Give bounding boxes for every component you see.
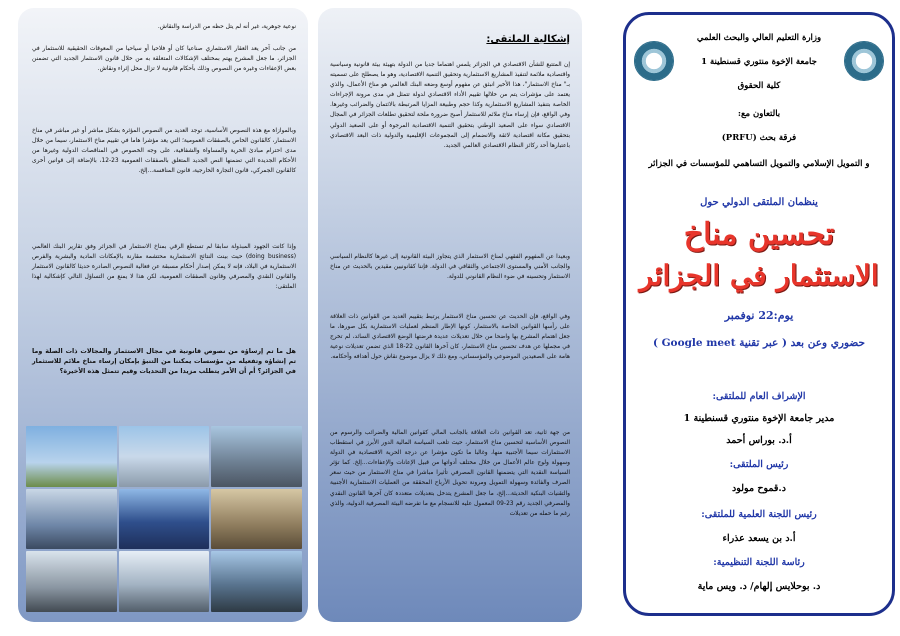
- photo-industry: [26, 551, 117, 612]
- organizing-committee-label: رئاسة اللجنة التنظيمية:: [713, 557, 805, 568]
- cooperation-label: بالتعاون مع:: [737, 109, 781, 119]
- photo-refinery: [211, 489, 302, 550]
- photo-city: [119, 426, 210, 487]
- photo-factory: [211, 426, 302, 487]
- president-label: رئيس الملتقى:: [729, 459, 789, 470]
- organize-label: ينظمان الملتقى الدولي حول: [700, 197, 818, 208]
- photo-road: [211, 551, 302, 612]
- faculty-name: كلية الحقوق: [737, 81, 781, 91]
- university-name: جامعة الإخوة منتوري قسنطينة 1: [701, 57, 817, 67]
- general-supervision-person: أ.د. بوراس أحمد: [726, 435, 792, 446]
- paragraph-intro: إن المتتبع للشأن الاقتصادي في الجزائر يلمس اهتماما جديا من الدولة بتهيئة بيئة قانونية وسياسية واقتصادية ملائمة لتنفيذ المشاريع الاستثمارية وتحقيق التنمية الاقتصادية، وهو ما يصطلح على تسميته بـ" مناخ الاستثمار"، هذا الأخير انبثق عن مفهوم أوسع وضعه البنك العالمي هو مناخ الأعمال، والذي يعتمد على مؤشرات يتم من خلالها تقييم الأداء الاقتصادي لدولة تتمثل في مدى مرونة الإجراءات الخاصة بتنفيذ المشاريع الاستثمارية وكذا حجم وطبيعة المزايا المرتبطة بالائتمان والضرائب وغيرها. وفي الواقع، فإن إرساء مناخ ملائم للاستثمار أصبح ضرورة ملحة لتحقيق تطلعات الجزائر في المجال الاقتصادي سواء على الصعيد الوطني بتحقيق التنمية الاقتصادية المرجوة أو على الصعيد الدولي بتحقيق مكانة اقتصادية لائقة والانضمام إلى المجموعات الإقليمية والدولية ذات البعد الاقتصادي باعتبارها أحد ركائز النظام الاقتصادي العالمي الجديد.: [330, 62, 570, 149]
- general-supervision-label: الإشراف العام للملتقى:: [712, 391, 806, 402]
- topic-line-2: الاستثمار في الجزائر: [639, 259, 879, 292]
- middle-panel: [318, 8, 582, 622]
- paragraph-doing-business: وإذا كانت الجهود المبذولة سابقا لم تستطع الرقي بمناخ الاستثمار في الجزائر وفق تقارير البنك العالمي (doing business) حيث بينت النتائج الاستثمارية محتشمة مقارنة بالإمكانات المادية والبشرية والفرص الاستثمارية في البلاد، فإنه لا يمكن إصدار أحكام مسبقة عن فعالية النصوص الصادرة حديثا كالقانون الاستثمار والقانون النقدي والمصرفي وقانون الصفقات العمومية، لكن هذا لا يمنع من التساؤل التالي كإشكالية لهذا الملتقى:: [32, 244, 296, 291]
- ministry-name: وزارة التعليم العالي والبحث العلمي: [696, 33, 822, 43]
- problem-title: إشكالية الملتقى:: [486, 34, 570, 45]
- paragraph-finance: من جهة ثانية، تعد القوانين ذات العلاقة بالجانب المالي كقوانين المالية والضرائب والرسوم من النصوص الأساسية لتحسين مناخ الاستثمار، حيث تلعب السياسة المالية الدور الأبرز في استقطاب الاستثمارات سيما الأجنبية منها، وغالبا ما تكون مؤشرا عن درجة الحرية الاقتصادية في الدولة وسهولة ولوج عالم الأعمال من خلال مختلف أدواتها من قبيل الإعانات والإعفاءات...إلخ. كما تؤثر السياسة النقدية التي يتضمنها القانون المصرفي تأثيرا مباشرا في مناخ الاستثمار من حيث سعر الصرف والفائدة وسهولة التمويل ومرونة تحويل الأرباح المحققة من العمليات الاستثمارية الأجنبية والتقنيات البنكية الحديثة...إلخ، ما جعل المشرع يتدخل بتعديلات متعددة كان آخرها القانون النقدي والمصرفي الجديد رقم 23-09 المعمول عليه للانسجام مع ما تفرضه البيئة المصرفية الدولية، والذي رغم ما حمله من تعديلات: [330, 430, 570, 517]
- photo-wind-turbines: [26, 426, 117, 487]
- paragraph-procurement: وبالموازاة مع هذه النصوص الأساسية، توجد العديد من النصوص المؤثرة بشكل مباشر أو غير مباشر في مناخ الاستثمار، كالقانون الخاص بالصفقات العمومية؛ التي يعد مؤشرا هاما في تقييم مناخ الاستثمار، سيما من خلال مدى احترام مبادئ الحرية والمساواة والشفافية، على وجه الخصوص في المناقصات الدولية وغيرها من الأحكام الجديدة التي تضمنها النص الجديد المتعلق بالصفقات العمومية 23-12، بالإضافة إلى قوانين أخرى كالقانون الجمركي، قانون التجارة الخارجية، قانون المنافسة...إلخ.: [32, 128, 297, 175]
- cover-panel: [623, 12, 895, 616]
- photo-train: [119, 551, 210, 612]
- photo-bridge: [26, 489, 117, 550]
- paragraph-concept: وبعيدا عن المفهوم الفقهي لمناخ الاستثمار الذي يتجاوز البيئة القانونية إلى غيرها كالنظام السياسي والجانب الأمني والمستوى الاجتماعي والثقافي في الدولة. فإننا كقانونيين مقيدين بالحديث عن مناخ الاستثمار وتحسينه في ضوء النظام القانوني للدولة.: [330, 254, 570, 281]
- event-mode: حضوري وعن بعد ( عبر تقنية Google meet ): [652, 337, 866, 349]
- general-supervision-name: مدير جامعة الإخوة منتوري قسنطينة 1: [683, 413, 835, 424]
- paragraph-land: من جانب آخر يعد العقار الاستثماري صناعيا كان أو فلاحيا أو سياحيا من المعوقات الحقيقية للاستثمار في الجزائر، ما جعل المشرع يهتم بمختلف الإشكالات المتعلقة به من خلال قانون الاستثمار الجديد التي تضمنن بعض الإعفاءات وغيره من النصوص وذلك بأحكام قانونية لا تزال محل إثراء ونقاش.: [32, 46, 296, 73]
- research-team-description: و التمويل الإسلامي والتمويل التساهمي للمؤسسات في الجزائر: [648, 159, 870, 169]
- left-panel: [18, 8, 308, 622]
- problem-question: هل ما تم إرساؤه من نصوص قانونية في مجال الاستثمار والمجالات ذات الصلة وما تم إنشاؤه وتفعيله من مؤسسات يمكننا من التنبؤ بإمكان إرساء مناخ ملائم للاستثمار في الجزائر؟ أم أن الأمر يتطلب مزيدا من التحديات وقيم تتمثل هذه الأخيرة؟: [32, 347, 296, 376]
- research-team: فرقة بحث (PRFU): [721, 133, 797, 143]
- scientific-committee-label: رئيس اللجنة العلمية للملتقى:: [701, 509, 817, 520]
- organizing-committee-name: د. بوحلايس إلهام/ د. ويس ماية: [697, 581, 821, 592]
- photo-collage: [26, 426, 302, 612]
- president-name: د.قموح مولود: [732, 483, 786, 494]
- paragraph-laws: وفي الواقع، فإن الحديث عن تحسين مناخ الاستثمار يرتبط بتقييم العديد من القوانين ذات العلاقة على رأسها القوانين الخاصة بالاستثمار، كونها الإطار المنظم لعمليات الاستثمارية بكل صورها، ما جعل اهتمام المشرع بها واضحا من خلال تعديلات عديدة فرضتها الوضع الاقتصادي السائد، لم تخرج في مجملها عن هدف تحسين مناخ الاستثمار، كان آخرها القانون 22-18 الذي تضمن تعديلات نوعية هامة على الصعيدين الموضوعي والمؤسساتي، ومع ذلك لا يزال موضوع نقاش حول أهدافه وأحكامه.: [330, 314, 570, 361]
- scientific-committee-name: أ.د بن يسعد عذراء: [722, 533, 796, 544]
- event-date: يوم:22 نوفمبر: [724, 309, 794, 322]
- topic-line-1: تحسين مناخ: [683, 217, 835, 252]
- photo-solar-panels: [119, 489, 210, 550]
- intro-text: نوعية جوهرية، غير أنه لم يتل حظه من الدراسة والنقاش.: [157, 24, 296, 30]
